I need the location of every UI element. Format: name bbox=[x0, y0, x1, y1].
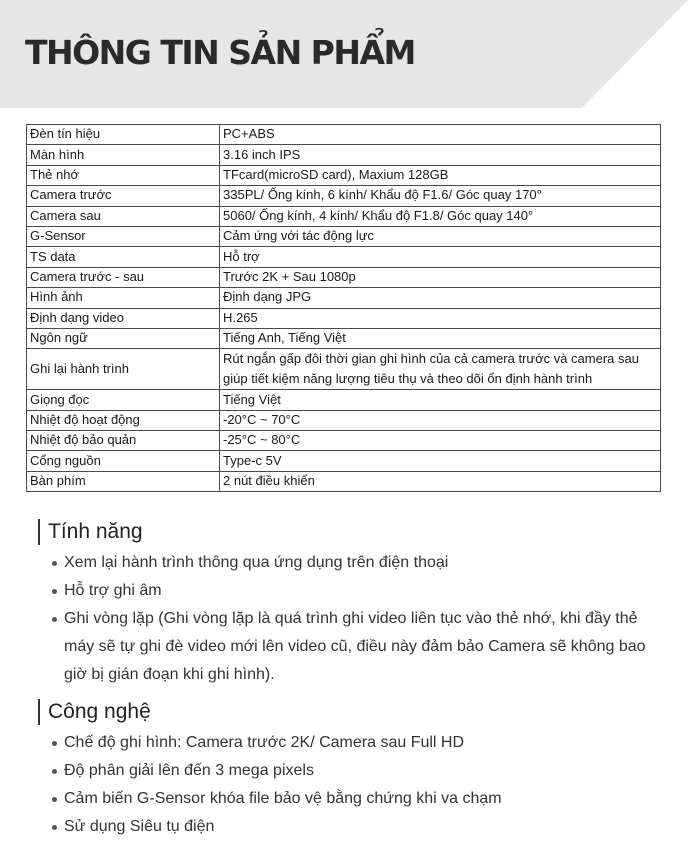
page-title: THÔNG TIN SẢN PHẨM bbox=[25, 33, 415, 72]
features-section bbox=[38, 519, 668, 689]
spec-label: Camera trước - sau bbox=[27, 267, 220, 287]
table-row bbox=[27, 288, 661, 308]
spec-value: Tiếng Việt bbox=[220, 390, 661, 410]
technology-text: Chế độ ghi hình: Camera trước 2K/ Camera sau Full HD bbox=[64, 734, 465, 751]
spec-label: Giọng đọc bbox=[27, 390, 220, 410]
list-item bbox=[38, 549, 668, 577]
spec-label: Camera sau bbox=[27, 206, 220, 226]
spec-value: Hỗ trợ bbox=[220, 247, 661, 267]
technology-list bbox=[38, 729, 668, 841]
spec-label: Đèn tín hiệu bbox=[27, 125, 220, 145]
bullet-icon bbox=[52, 617, 57, 622]
spec-value: Cảm ứng với tác động lực bbox=[220, 226, 661, 246]
spec-label: Nhiệt độ bảo quản bbox=[27, 431, 220, 451]
table-row bbox=[27, 451, 661, 471]
spec-value: 3.16 inch IPS bbox=[220, 145, 661, 165]
bullet-icon bbox=[52, 589, 57, 594]
spec-label: Ngôn ngữ bbox=[27, 328, 220, 348]
technology-text: Độ phân giải lên đến 3 mega pixels bbox=[64, 762, 314, 779]
spec-label: Màn hình bbox=[27, 145, 220, 165]
list-item bbox=[38, 605, 668, 689]
table-row bbox=[27, 349, 661, 390]
list-item bbox=[38, 813, 668, 841]
feature-text: Ghi vòng lặp (Ghi vòng lặp là quá trình ghi video liên tục vào thẻ nhớ, khi đầy thẻ máy sẽ tự ghi đè video mới lên video cũ, điều này đảm bảo Camera sẽ không bao giờ bị gián đoạn khi ghi hình). bbox=[64, 610, 646, 683]
table-row bbox=[27, 267, 661, 287]
spec-label: TS data bbox=[27, 247, 220, 267]
technology-heading: Công nghệ bbox=[38, 699, 668, 725]
list-item bbox=[38, 729, 668, 757]
technology-section bbox=[38, 699, 668, 841]
list-item bbox=[38, 757, 668, 785]
spec-label: Thẻ nhớ bbox=[27, 165, 220, 185]
spec-value: Rút ngắn gấp đôi thời gian ghi hình của cả camera trước và camera sau giúp tiết kiệm năng lượng tiêu thụ và theo dõi ổn định hành trình bbox=[220, 349, 661, 390]
spec-value: 5060/ Ống kính, 4 kính/ Khẩu độ F1.8/ Góc quay 140° bbox=[220, 206, 661, 226]
technology-text: Sử dụng Siêu tụ điện bbox=[64, 818, 215, 835]
table-row bbox=[27, 247, 661, 267]
spec-label: G-Sensor bbox=[27, 226, 220, 246]
features-list bbox=[38, 549, 668, 689]
list-item bbox=[38, 785, 668, 813]
spec-value: Tiếng Anh, Tiếng Việt bbox=[220, 328, 661, 348]
bullet-icon bbox=[52, 825, 57, 830]
spec-value: Định dạng JPG bbox=[220, 288, 661, 308]
feature-text: Xem lại hành trình thông qua ứng dụng trên điện thoại bbox=[64, 554, 449, 571]
table-row bbox=[27, 186, 661, 206]
spec-label: Định dạng video bbox=[27, 308, 220, 328]
table-row bbox=[27, 206, 661, 226]
bullet-icon bbox=[52, 797, 57, 802]
spec-table bbox=[26, 124, 661, 492]
bullet-icon bbox=[52, 741, 57, 746]
table-row bbox=[27, 145, 661, 165]
table-row bbox=[27, 410, 661, 430]
spec-label: Ghi lại hành trình bbox=[27, 349, 220, 390]
table-row bbox=[27, 390, 661, 410]
spec-value: -25°C ~ 80°C bbox=[220, 431, 661, 451]
spec-label: Cổng nguồn bbox=[27, 451, 220, 471]
spec-value: 335PL/ Ống kính, 6 kính/ Khẩu độ F1.6/ Góc quay 170° bbox=[220, 186, 661, 206]
bullet-icon bbox=[52, 561, 57, 566]
table-row bbox=[27, 308, 661, 328]
spec-value: Trước 2K + Sau 1080p bbox=[220, 267, 661, 287]
spec-value: 2 nút điều khiển bbox=[220, 471, 661, 491]
features-heading: Tính năng bbox=[38, 519, 668, 545]
spec-value: -20°C ~ 70°C bbox=[220, 410, 661, 430]
table-row bbox=[27, 125, 661, 145]
list-item bbox=[38, 577, 668, 605]
spec-label: Bàn phím bbox=[27, 471, 220, 491]
spec-label: Hình ảnh bbox=[27, 288, 220, 308]
table-row bbox=[27, 328, 661, 348]
spec-label: Nhiệt độ hoạt động bbox=[27, 410, 220, 430]
bullet-icon bbox=[52, 769, 57, 774]
spec-value: H.265 bbox=[220, 308, 661, 328]
table-row bbox=[27, 165, 661, 185]
table-row bbox=[27, 471, 661, 491]
technology-text: Cảm biến G-Sensor khóa file bảo vệ bằng chứng khi va chạm bbox=[64, 790, 502, 807]
table-row bbox=[27, 226, 661, 246]
spec-value: TFcard(microSD card), Maxium 128GB bbox=[220, 165, 661, 185]
feature-text: Hỗ trợ ghi âm bbox=[64, 582, 162, 599]
spec-value: Type-c 5V bbox=[220, 451, 661, 471]
table-row bbox=[27, 431, 661, 451]
spec-value: PC+ABS bbox=[220, 125, 661, 145]
spec-label: Camera trước bbox=[27, 186, 220, 206]
